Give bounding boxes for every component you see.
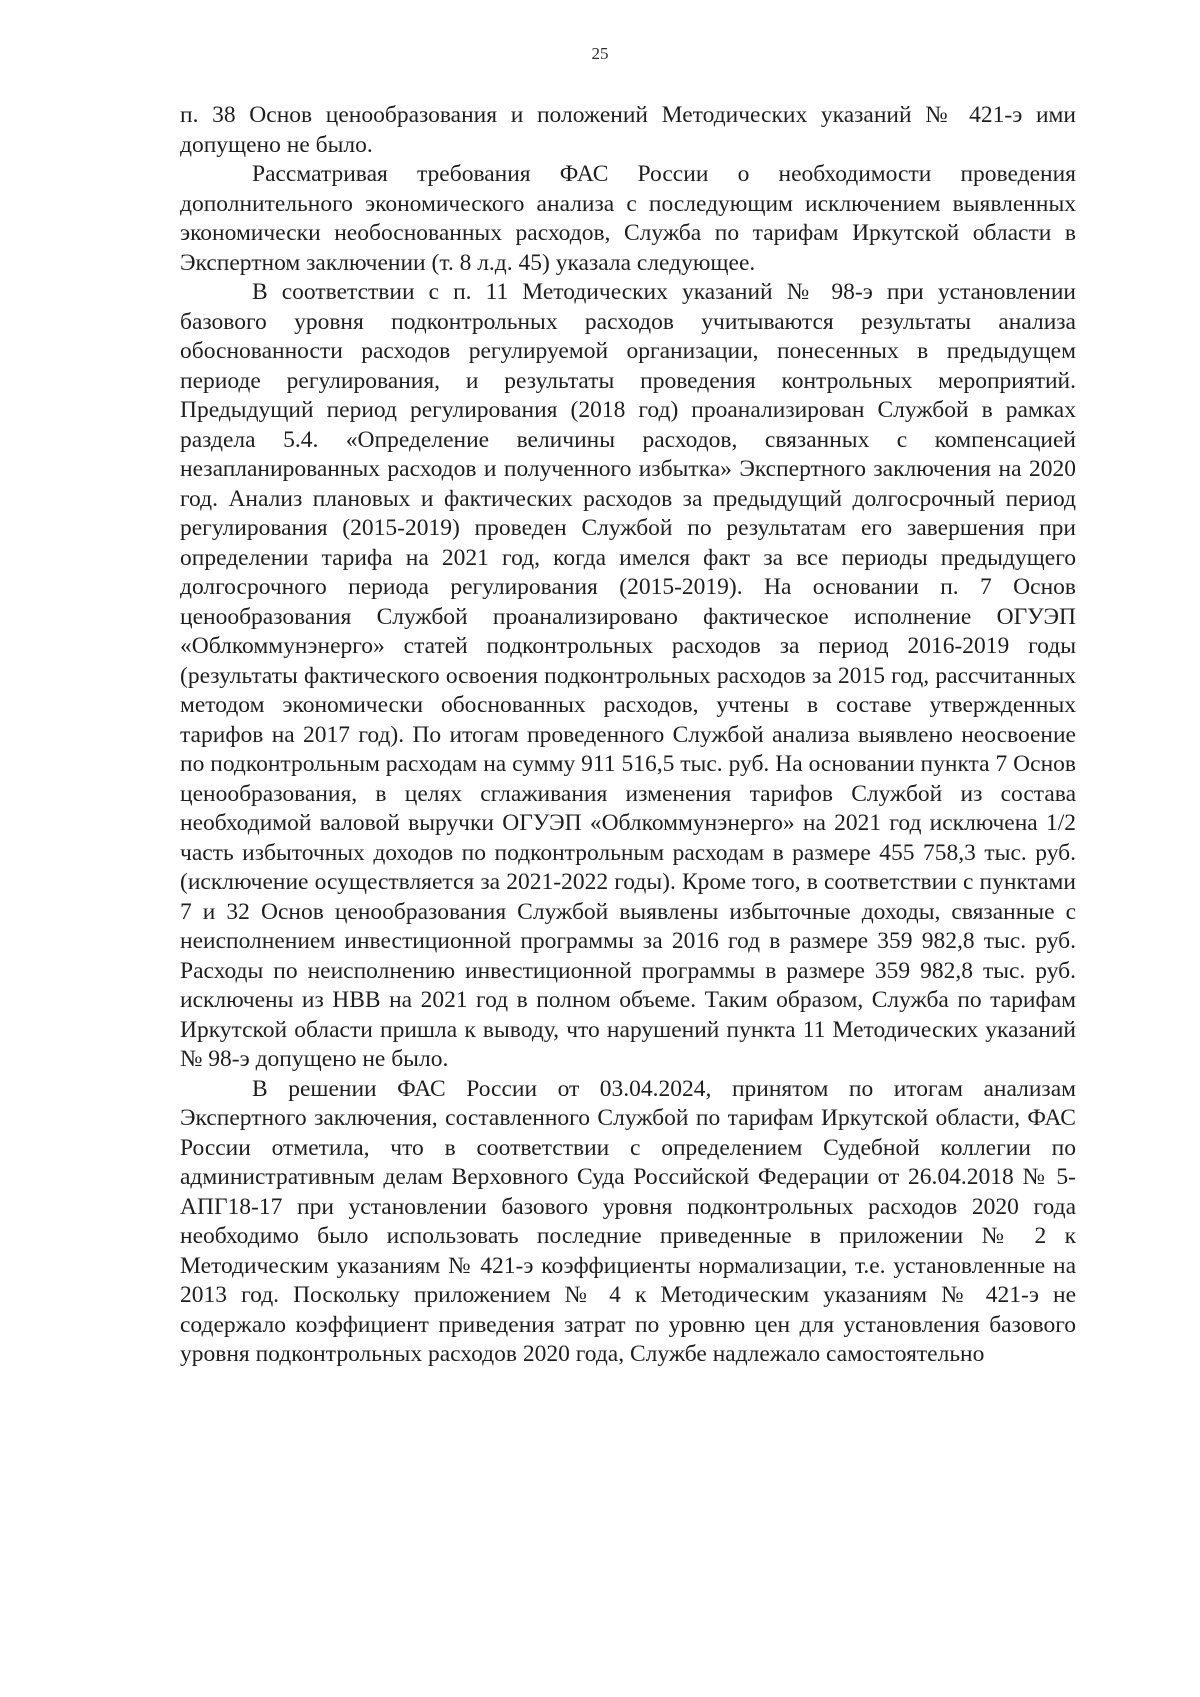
document-body — [180, 101, 1076, 1370]
paragraph-fas-requirements: Рассматривая требования ФАС России о необходимости проведения дополнительного экономического анализа с последующим исключением выявленных экономически необоснованных расходов, Служба по тарифам Иркутской области в Экспертном заключении (т. 8 л.д. 45) указала следующее. — [180, 161, 1076, 276]
paragraph-methodical-guidelines: В соответствии с п. 11 Методических указаний № 98-э при установлении базового уровня подконтрольных расходов учитываются результаты анализа обоснованности расходов регулируемой организации, понесенных в предыдущем периоде регулирования, и результаты проведения контрольных мероприятий. Предыдущий период регулирования (2018 год) проанализирован Службой в рамках раздела 5.4. «Определение величины расходов, связанных с компенсацией незапланированных расходов и полученного избытка» Экспертного заключения на 2020 год. Анализ плановых и фактических расходов за предыдущий долгосрочный период регулирования (2015-2019) проведен Службой по результатам его завершения при определении тарифа на 2021 год, когда имелся факт за все периоды предыдущего долгосрочного периода регулирования (2015-2019). На основании п. 7 Основ ценообразования Службой проанализировано фактическое исполнение ОГУЭП «Облкоммунэнерго» статей подконтрольных расходов за период 2016-2019 годы (результаты фактического освоения подконтрольных расходов за 2015 год, рассчитанных методом экономически обоснованных расходов, учтены в составе утвержденных тарифов на 2017 год). По итогам проведенного Службой анализа выявлено неосвоение по подконтрольным расходам на сумму 911 516,5 тыс. руб. На основании пункта 7 Основ ценообразования, в целях сглаживания изменения тарифов Службой из состава необходимой валовой выручки ОГУЭП «Облкоммунэнерго» на 2021 год исключена 1/2 часть избыточных доходов по подконтрольным расходам в размере 455 758,3 тыс. руб. (исключение осуществляется за 2021-2022 годы). Кроме того, в соответствии с пунктами 7 и 32 Основ ценообразования Службой выявлены избыточные доходы, связанные с неисполнением инвестиционной программы за 2016 год в размере 359 982,8 тыс. руб. Расходы по неисполнению инвестиционной программы в размере 359 982,8 тыс. руб. исключены из НВВ на 2021 год в полном объеме. Таким образом, Служба по тарифам Иркутской области пришла к выводу, что нарушений пункта 11 Методических указаний № 98-э допущено не было. — [180, 279, 1076, 1072]
paragraph-continuation: п. 38 Основ ценообразования и положений Методических указаний № 421-э ими допущено не было. — [180, 102, 1076, 158]
page-number: 25 — [591, 44, 609, 63]
paragraph-fas-decision: В решении ФАС России от 03.04.2024, принятом по итогам анализам Экспертного заключения, составленного Службой по тарифам Иркутской области, ФАС России отметила, что в соответствии с определением Судебной коллегии по административным делам Верховного Суда Российской Федерации от 26.04.2018 № 5-АПГ18-17 при установлении базового уровня подконтрольных расходов 2020 года необходимо было использовать последние приведенные в приложении № 2 к Методическим указаниям № 421-э коэффициенты нормализации, т.е. установленные на 2013 год. Поскольку приложением № 4 к Методическим указаниям № 421-э не содержало коэффициент приведения затрат по уровню цен для установления базового уровня подконтрольных расходов 2020 года, Службе надлежало самостоятельно — [180, 1075, 1076, 1367]
